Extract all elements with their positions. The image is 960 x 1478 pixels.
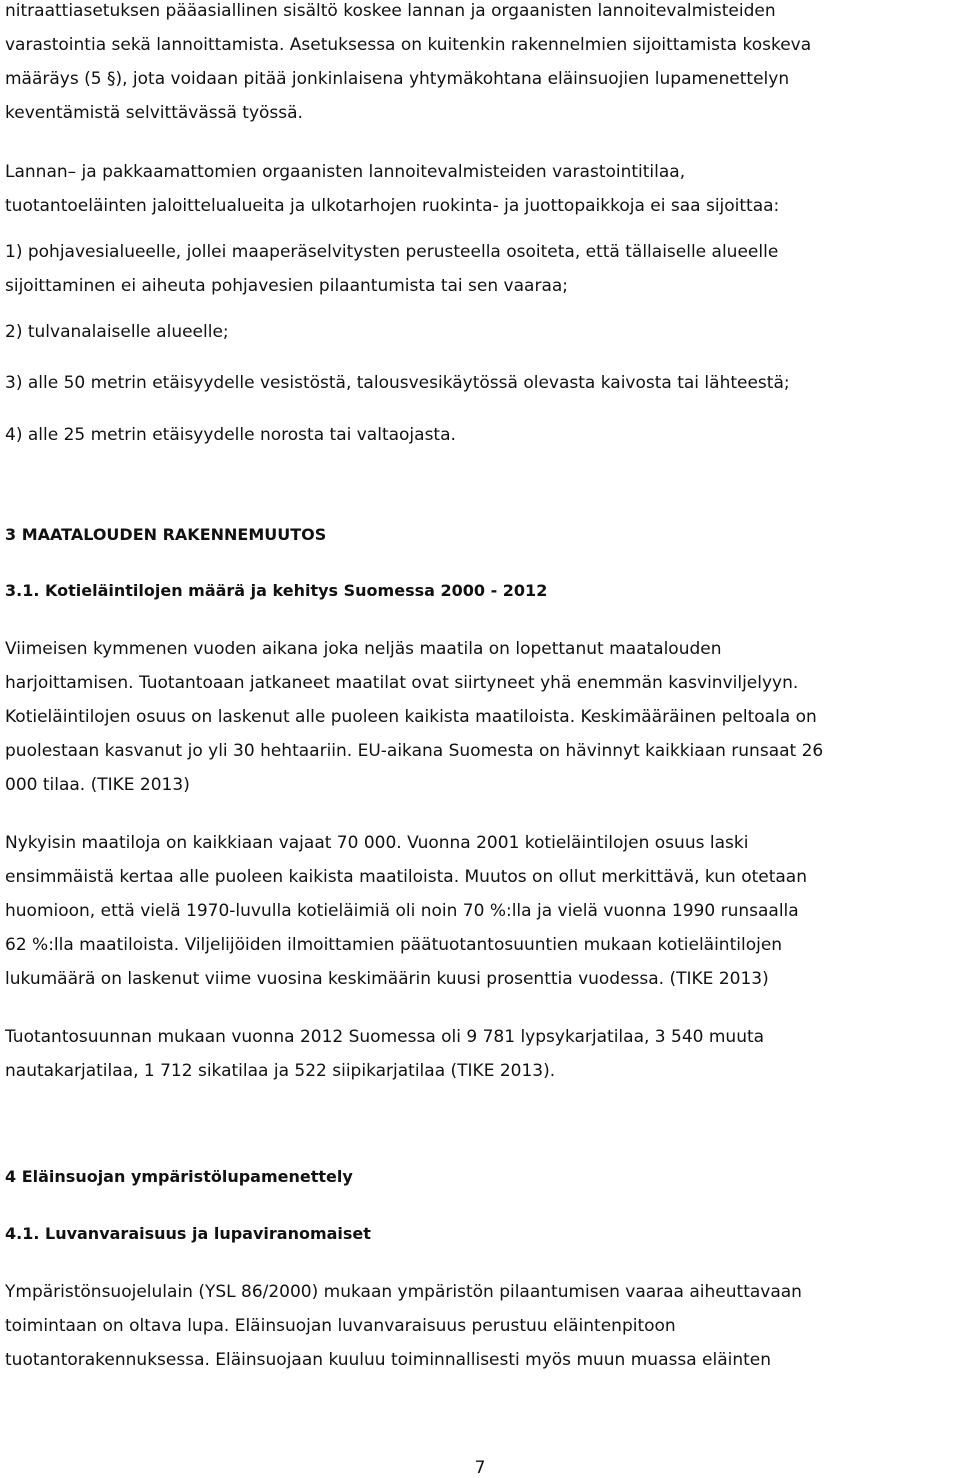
text-line: Nykyisin maatiloja on kaikkiaan vajaat 70 000. Vuonna 2001 kotieläintilojen osuus laski bbox=[5, 833, 749, 853]
text-line: Lannan– ja pakkaamattomien orgaanisten lannoitevalmisteiden varastointitilaa, bbox=[5, 162, 686, 182]
paragraph-nitrate-decree bbox=[5, 0, 955, 130]
text-line: Viimeisen kymmenen vuoden aikana joka neljäs maatila on lopettanut maatalouden bbox=[5, 639, 722, 659]
text-line: keventämistä selvittävässä työssä. bbox=[5, 103, 303, 123]
list-item-groundwater bbox=[5, 235, 955, 303]
section-heading-3: 3 MAATALOUDEN RAKENNEMUUTOS bbox=[5, 525, 327, 544]
text-line: Tuotantosuunnan mukaan vuonna 2012 Suomessa oli 9 781 lypsykarjatilaa, 3 540 muuta bbox=[5, 1027, 765, 1047]
text-line: puolestaan kasvanut jo yli 30 hehtaariin. EU-aikana Suomesta on hävinnyt kaikkiaan runsaat 26 bbox=[5, 741, 824, 761]
text-line: tuotantoeläinten jaloittelualueita ja ulkotarhojen ruokinta- ja juottopaikkoja ei saa sijoittaa: bbox=[5, 196, 780, 216]
paragraph-structural-change bbox=[5, 632, 955, 802]
text-line: Kotieläintilojen osuus on laskenut alle puoleen kaikista maatiloista. Keskimääräinen peltoala on bbox=[5, 707, 817, 727]
text-line: varastointia sekä lannoittamista. Asetuksessa on kuitenkin rakennelmien sijoittamista koskeva bbox=[5, 35, 812, 55]
text-line: nitraattiasetuksen pääasiallinen sisältö koskee lannan ja orgaanisten lannoitevalmisteiden bbox=[5, 1, 776, 21]
text-line: määräys (5 §), jota voidaan pitää jonkinlaisena yhtymäkohtana eläinsuojien lupamenettelyn bbox=[5, 69, 790, 89]
text-line: lukumäärä on laskenut viime vuosina keskimäärin kuusi prosenttia vuodessa. (TIKE 2013) bbox=[5, 969, 769, 989]
text-line: nautakarjatilaa, 1 712 sikatilaa ja 522 siipikarjatilaa (TIKE 2013). bbox=[5, 1061, 556, 1081]
list-item-flood-area bbox=[5, 315, 955, 349]
text-line: ensimmäistä kertaa alle puoleen kaikista maatiloista. Muutos on ollut merkittävä, kun otetaan bbox=[5, 867, 807, 887]
text-line: harjoittamisen. Tuotantoaan jatkaneet maatilat ovat siirtyneet yhä enemmän kasvinviljelyyn. bbox=[5, 673, 799, 693]
text-line: 62 %:lla maatiloista. Viljelijöiden ilmoittamien päätuotantosuuntien mukaan kotieläintilojen bbox=[5, 935, 783, 955]
text-line: toimintaan on oltava lupa. Eläinsuojan luvanvaraisuus perustuu eläintenpitoon bbox=[5, 1316, 676, 1336]
text-line: 000 tilaa. (TIKE 2013) bbox=[5, 775, 190, 795]
section-heading-4: 4 Eläinsuojan ympäristölupamenettely bbox=[5, 1167, 353, 1186]
text-line: Ympäristönsuojelulain (YSL 86/2000) mukaan ympäristön pilaantumisen vaaraa aiheuttavaan bbox=[5, 1282, 802, 1302]
text-line: tuotantorakennuksessa. Eläinsuojaan kuuluu toiminnallisesti myös muun muassa eläinten bbox=[5, 1350, 772, 1370]
text-line: 2) tulvanalaiselle alueelle; bbox=[5, 322, 229, 342]
text-line: 3) alle 50 metrin etäisyydelle vesistöstä, talousvesikäytössä olevasta kaivosta tai lähteestä; bbox=[5, 373, 790, 393]
list-item-50m-distance bbox=[5, 366, 955, 400]
paragraph-farm-counts bbox=[5, 826, 955, 996]
subsection-heading-4-1: 4.1. Luvanvaraisuus ja lupaviranomaiset bbox=[5, 1224, 371, 1243]
subsection-heading-3-1: 3.1. Kotieläintilojen määrä ja kehitys Suomessa 2000 - 2012 bbox=[5, 581, 548, 600]
text-line: 1) pohjavesialueelle, jollei maaperäselvitysten perusteella osoiteta, että tällaiselle alueelle bbox=[5, 242, 779, 262]
paragraph-environmental-permit bbox=[5, 1275, 955, 1377]
text-line: huomioon, että vielä 1970-luvulla kotieläimiä oli noin 70 %:lla ja vielä vuonna 1990 runsaalla bbox=[5, 901, 799, 921]
paragraph-production-types bbox=[5, 1020, 955, 1088]
text-line: 4) alle 25 metrin etäisyydelle norosta tai valtaojasta. bbox=[5, 425, 456, 445]
text-line: sijoittaminen ei aiheuta pohjavesien pilaantumista tai sen vaaraa; bbox=[5, 276, 569, 296]
paragraph-storage-restrictions bbox=[5, 155, 955, 223]
page-number: 7 bbox=[474, 1458, 486, 1478]
list-item-25m-distance bbox=[5, 418, 955, 452]
